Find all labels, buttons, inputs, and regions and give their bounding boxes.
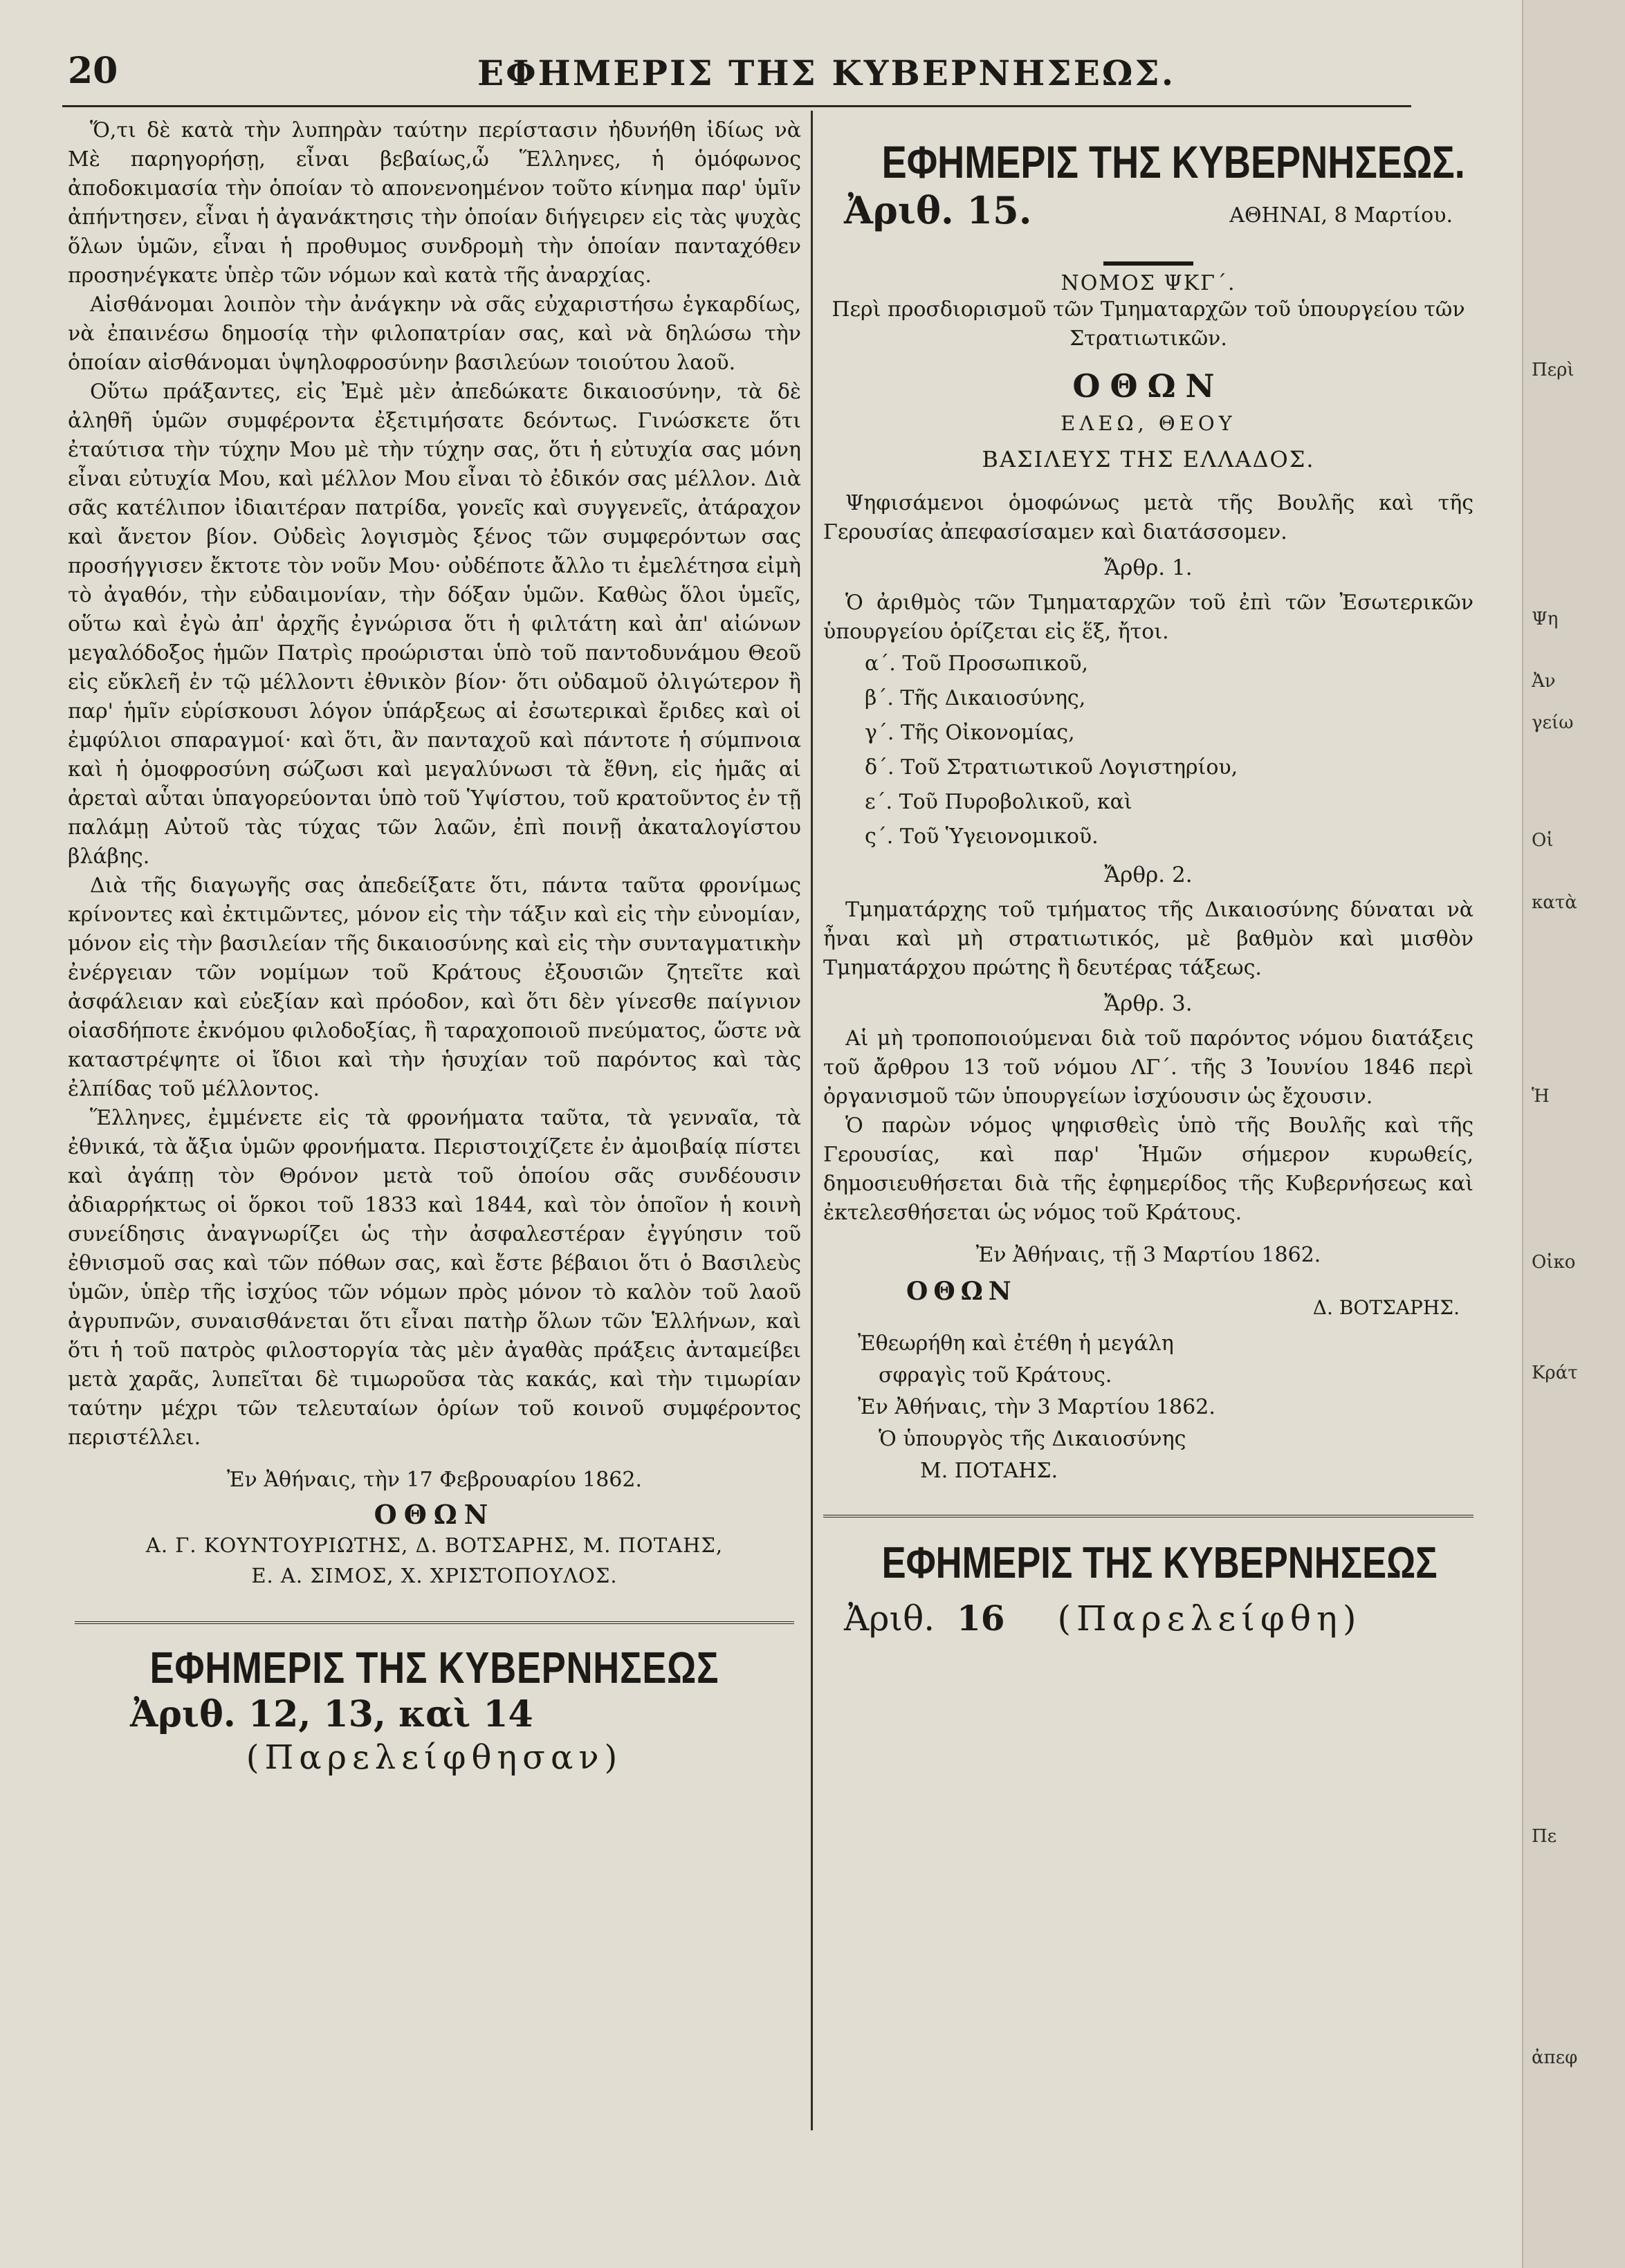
issue-number-row bbox=[823, 188, 1473, 237]
article-1-item: β΄. Τῆς Δικαιοσύνης, bbox=[865, 686, 1086, 710]
article-1-item: α΄. Τοῦ Προσωπικοῦ, bbox=[865, 652, 1089, 676]
law-date: Ἐν Ἀθήναις, τῇ 3 Μαρτίου 1862. bbox=[975, 1243, 1321, 1267]
edge-fragment: ἀπεφ bbox=[1532, 2047, 1578, 2068]
article-3-text: Αἱ μὴ τροποποιούμεναι διὰ τοῦ παρόντος νόμου διατάξεις τοῦ ἄρθρου 13 τοῦ νόμου ΛΓ΄. τῆς 3 Ἰουνίου 1846 περὶ ὀργανισμοῦ τῶν ὑπουργείων ἰσχύουσιν ὡς ἔχουσιν. bbox=[823, 1026, 1473, 1109]
edge-fragment: Ψη bbox=[1532, 609, 1559, 629]
omitted-issues-note: (Παρελείφθησαν) bbox=[246, 1738, 623, 1777]
signatories-line-1: Α. Γ. ΚΟΥΝΤΟΥΡΙΩΤΗΣ, Δ. ΒΟΤΣΑΡΗΣ, Μ. ΠΟΤΑΗΣ, bbox=[145, 1533, 724, 1557]
article-3-heading: Ἄρθρ. 3. bbox=[1104, 991, 1193, 1016]
article-2-text: Τμηματάρχης τοῦ τμήματος τῆς Δικαιοσύνης δύναται νὰ ἦναι καὶ μὴ στρατιωτικός, μὲ βαθμὸν καὶ μισθὸν Τμηματάρχου πρώτης ἢ δευτέρας τάξεως. bbox=[823, 898, 1473, 980]
column-rule bbox=[811, 111, 813, 2130]
article-2-heading: Ἄρθρ. 2. bbox=[1104, 863, 1193, 887]
seal-date: Ἐν Ἀθήναις, τὴν 3 Μαρτίου 1862. bbox=[858, 1395, 1215, 1419]
adjacent-page-edge bbox=[1522, 0, 1625, 2268]
justice-minister-name: Μ. ΠΟΤΑΗΣ. bbox=[920, 1459, 1058, 1483]
right-column bbox=[823, 116, 1473, 1639]
omitted-issues-numbers: Ἀριθ. 12, 13, καὶ 14 bbox=[130, 1693, 533, 1735]
law-preamble: Ψηφισάμενοι ὁμοφώνως μετὰ τῆς Βουλῆς καὶ τῆς Γερουσίας ἀπεφασίσαμεν καὶ διατάσσομεν. bbox=[823, 491, 1473, 544]
signatories-line-2: Ε. Α. ΣΙΜΟΣ, Χ. ΧΡΙΣΤΟΠΟΥΛΟΣ. bbox=[251, 1564, 618, 1587]
king-heading: ΟΘΩΝ bbox=[1072, 367, 1224, 405]
edge-fragment: Πε bbox=[1532, 1826, 1557, 1847]
law-minister-signature: Δ. ΒΟΤΣΑΡΗΣ. bbox=[1312, 1296, 1460, 1319]
edge-fragment: Κράτ bbox=[1532, 1363, 1578, 1383]
omitted-issue-prefix: Ἀριθ. bbox=[844, 1598, 935, 1639]
edge-fragment: γείω bbox=[1532, 712, 1574, 733]
section-divider bbox=[823, 1515, 1473, 1518]
title-rule bbox=[1103, 261, 1193, 266]
edge-fragment: Περὶ bbox=[1532, 360, 1574, 380]
page-number: 20 bbox=[68, 50, 118, 92]
article-1-item: δ΄. Τοῦ Στρατιωτικοῦ Λογιστηρίου, bbox=[865, 755, 1238, 780]
law-subject: Περὶ προσδιορισμοῦ τῶν Τμηματαρχῶν τοῦ ὑπουργείου τῶν Στρατιωτικῶν. bbox=[832, 297, 1465, 351]
grace-of-god: ΕΛΕΩ, ΘΕΟΥ bbox=[1061, 412, 1236, 435]
king-signature: ΟΘΩΝ bbox=[374, 1499, 495, 1530]
seal-note bbox=[858, 1328, 1473, 1487]
law-signatures bbox=[823, 1275, 1473, 1317]
proclamation-paragraph-4: Διὰ τῆς διαγωγῆς σας ἀπεδείξατε ὅτι, πάντα ταῦτα φρονίμως κρίνοντες καὶ ἐκτιμῶντες, μόνον εἰς τὴν τάξιν καὶ εἰς τὴν εὐνομίαν, μόνον εἰς τὴν βασιλείαν τῆς δικαιοσύνης καὶ εἰς τὴν συνταγματικὴν ἐνέργειαν τῶν νομίμων τοῦ Κράτους ἐξουσιῶν ζητεῖτε καὶ ἀσφάλειαν καὶ εὐεξίαν καὶ πρόοδον, καὶ ὅτι δὲν γίνεσθε παίγνιον οἱασδήποτε ἐκνόμου φιλοδοξίας, ἢ ταραχοποιοῦ πνεύματος, ὥστε νὰ καταστρέψητε οἱ ἴδιοι καὶ τὴν ἡσυχίαν τοῦ παρόντος καὶ τὰς ἐλπίδας τοῦ μέλλοντος. bbox=[68, 874, 801, 1101]
article-1-item: ς΄. Τοῦ Ὑγειονομικοῦ. bbox=[865, 824, 1099, 849]
omitted-issue-title: ΕΦΗΜΕΡΙΣ ΤΗΣ ΚΥΒΕΡΝΗΣΕΩΣ bbox=[881, 1538, 1438, 1587]
edge-fragment: Ἀν bbox=[1532, 671, 1556, 692]
proclamation-paragraph-1: Ὅ,τι δὲ κατὰ τὴν λυπηρὰν ταύτην περίστασιν ἠδυνήθη ἰδίως νὰ Μὲ παρηγορήσῃ, εἶναι βεβαίως,ὦ Ἕλληνες, ἡ ὁμόφωνος ἀποδοκιμασία τὴν ὁποίαν τὸ απονενοημένον τοῦτο κίνημα παρ' ὑμῖν ἀπήντησεν, εἶναι ἡ ἀγανάκτησις τὴν ὁποίαν διήγειρεν εἰς τὰς ψυχὰς ὅλων ὑμῶν, εἶναι ἡ προθυμος συνδρομὴ τὴν ὁποίαν πανταχόθεν προσηνέγκατε ὑπὲρ τῶν νόμων καὶ κατὰ τῆς ἀναρχίας. bbox=[68, 118, 801, 288]
seal-line-1: Ἐθεωρήθη καὶ ἐτέθη ἡ μεγάλη bbox=[858, 1331, 1174, 1356]
law-closing: Ὁ παρὼν νόμος ψηφισθεὶς ὑπὸ τῆς Βουλῆς καὶ τῆς Γερουσίας, καὶ παρ' Ἡμῶν σήμερον κυρωθείς, δημοσιευθήσεται διὰ τῆς ἐφημερίδος τῆς Κυβερνήσεως καὶ ἐκτελεσθήσεται ὡς νόμος τοῦ Κράτους. bbox=[823, 1114, 1473, 1225]
king-title: ΒΑΣΙΛΕΥΣ ΤΗΣ ΕΛΛΑΔΟΣ. bbox=[982, 446, 1315, 472]
law-number: ΝΟΜΟΣ ΨΚΓ΄. bbox=[1061, 271, 1236, 295]
proclamation-paragraph-5: Ἕλληνες, ἐμμένετε εἰς τὰ φρονήματα ταῦτα, τὰ γενναῖα, τὰ ἐθνικά, τὰ ἄξια ὑμῶν φρονήματα. Περιστοιχίζετε ἐν ἀμοιβαίᾳ πίστει καὶ ἀγάπῃ τὸν Θρόνον μετὰ τοῦ ὁποίου σᾶς συνδέουσιν ἀδιαρρήκτως οἱ ὅρκοι τοῦ 1833 καὶ 1844, καὶ τὸν ὁποῖον ἡ κοινὴ συνείδησις ἀναγνωρίζει ὡς τὴν ἀσφαλεστέραν ἐγγύησιν τοῦ ἐθνισμοῦ σας καὶ τῶν πόθων σας, καὶ ἔστε βέβαιοι ὅτι ὁ Βασιλεὺς ὑμῶν, ὑπὲρ τῆς ἰσχύος τῶν νόμων πρὸς μόνον τὸ καλὸν τοῦ λαοῦ ἀγρυπνῶν, συναισθάνεται ὅτι εἶναι πατὴρ ὅλων τῶν Ἑλλήνων, καὶ ὅτι ἡ τοῦ πατρὸς φιλοστοργία τὰς μὲν ἀγαθὰς πράξεις ἀνταμείβει μετὰ χαρᾶς, λυπεῖται δὲ τιμωροῦσα τὰς κακάς, καὶ τὴν τιμωρίαν ταύτην μέχρι τῶν τελευταίων ὁρίων τοῦ κοινοῦ συμφέροντος περιστέλλει. bbox=[68, 1106, 801, 1450]
omitted-issue-row bbox=[844, 1598, 1473, 1639]
issue-number: Ἀριθ. 15. bbox=[844, 188, 1032, 232]
article-1-heading: Ἄρθρ. 1. bbox=[1104, 555, 1193, 580]
omitted-issues-title: ΕΦΗΜΕΡΙΣ ΤΗΣ ΚΥΒΕΡΝΗΣΕΩΣ bbox=[149, 1643, 719, 1693]
proclamation-date: Ἐν Ἀθήναις, τὴν 17 Φεβρουαρίου 1862. bbox=[226, 1468, 643, 1492]
edge-fragment: κατὰ bbox=[1532, 892, 1577, 913]
running-title: ΕΦΗΜΕΡΙΣ ΤΗΣ ΚΥΒΕΡΝΗΣΕΩΣ. bbox=[477, 53, 1176, 93]
proclamation-paragraph-3: Οὕτω πράξαντες, εἰς Ἐμὲ μὲν ἀπεδώκατε δικαιοσύνην, τὰ δὲ ἀληθῆ ὑμῶν συμφέροντα ἐξετιμήσατε δεόντως. Γινώσκετε ὅτι ἐταύτισα τὴν τύχην Μου μὲ τὴν τύχην σας, ὅτι ἡ εὐτυχία σας μόνη εἶναι εὐτυχία Μου, καὶ μέλλον Μου εἶναι τὸ ἐδικόν σας μέλλον. Διὰ σᾶς κατέλιπον ἰδιαιτέραν πατρίδα, γονεῖς καὶ συγγενεῖς, ἀτάραχον καὶ ἄνετον βίον. Οὐδεὶς λογισμὸς ξένος τῶν συμφερόντων σας προσήγγισεν ἔκτοτε τὸν νοῦν Μου· οὐδέποτε ἄλλο τι ἐμελέτησα εἰμὴ τὸ ἀγαθόν, τὴν εὐδαιμονίαν, τὴν δόξαν ὑμῶν. Καθὼς ὅλοι ὑμεῖς, οὕτω καὶ ἐγὼ ἀπ' ἀρχῆς ἐγνώρισα ὅτι ἡ φιλτάτη καὶ ἀπ' αἰώνων μεγαλόδοξος ἡμῶν Πατρὶς προώρισται ὑπὸ τοῦ παντοδυνάμου Θεοῦ εἰς εὔκλεῆ ἐν τῷ μέλλοντι ἐθνικὸν βίον· ὅτι οὐδαμοῦ ὀλιγώτερον ἢ παρ' ἡμῖν εὑρίσκουσι λόγον ὑπάρξεως αἱ ἐσωτερικαὶ ἔριδες καὶ οἱ ἐμφύλιοι σπαραγμοί· καὶ ὅτι, ἂν πανταχοῦ καὶ πάντοτε ἡ σύμπνοια καὶ ἡ ὁμοφροσύνη σώζωσι καὶ μεγαλύνωσι τὰ ἔθνη, εἰς ἡμᾶς αἱ ἀρεταὶ αὗται ὑπαγορεύονται ὑπὸ τοῦ Ὑψίστου, τοῦ κρατοῦντος ἐν τῇ παλάμῃ Αὐτοῦ τὰς τύχας τῶν λαῶν, ἐπὶ ποινῇ ἀκαταλογίστου βλάβης. bbox=[68, 380, 801, 869]
article-1-item: ε΄. Τοῦ Πυροβολικοῦ, καὶ bbox=[865, 790, 1132, 814]
edge-fragment: Ἡ bbox=[1532, 1086, 1550, 1107]
edge-fragment: Οἰκο bbox=[1532, 1252, 1576, 1273]
proclamation-paragraph-2: Αἰσθάνομαι λοιπὸν τὴν ἀνάγκην νὰ σᾶς εὐχαριστήσω ἐγκαρδίως, νὰ ἐπαινέσω δημοσίᾳ τὴν φιλοπατρίαν σας, καὶ νὰ δηλώσω τὴν ὁποίαν αἰσθάνομαι ὑψηλοφροσύνην βασιλεύων τοιούτου λαοῦ. bbox=[68, 293, 801, 375]
article-1-text: Ὁ ἀριθμὸς τῶν Τμηματαρχῶν τοῦ ἐπὶ τῶν Ἐσωτερικῶν ὑπουργείου ὁρίζεται εἰς ἕξ, ἤτοι. bbox=[823, 591, 1473, 644]
page-header bbox=[62, 50, 1411, 107]
seal-line-2: σφραγὶς τοῦ Κράτους. bbox=[879, 1363, 1112, 1387]
left-column bbox=[68, 116, 801, 1777]
article-1-item: γ΄. Τῆς Οἰκονομίας, bbox=[865, 721, 1075, 745]
omitted-issue-number: 16 bbox=[957, 1598, 1005, 1639]
issue-title: ΕΦΗΜΕΡΙΣ ΤΗΣ ΚΥΒΕΡΝΗΣΕΩΣ. bbox=[881, 136, 1465, 187]
law-king-signature: ΟΘΩΝ bbox=[906, 1277, 1017, 1306]
omitted-issue-note: (Παρελείφθη) bbox=[1057, 1598, 1362, 1639]
issue-place-date: ΑΘΗΝΑΙ, 8 Μαρτίου. bbox=[1229, 203, 1453, 228]
edge-fragment: Οἱ bbox=[1532, 830, 1554, 851]
justice-minister-title: Ὁ ὑπουργὸς τῆς Δικαιοσύνης bbox=[879, 1427, 1186, 1451]
section-divider bbox=[75, 1621, 794, 1624]
